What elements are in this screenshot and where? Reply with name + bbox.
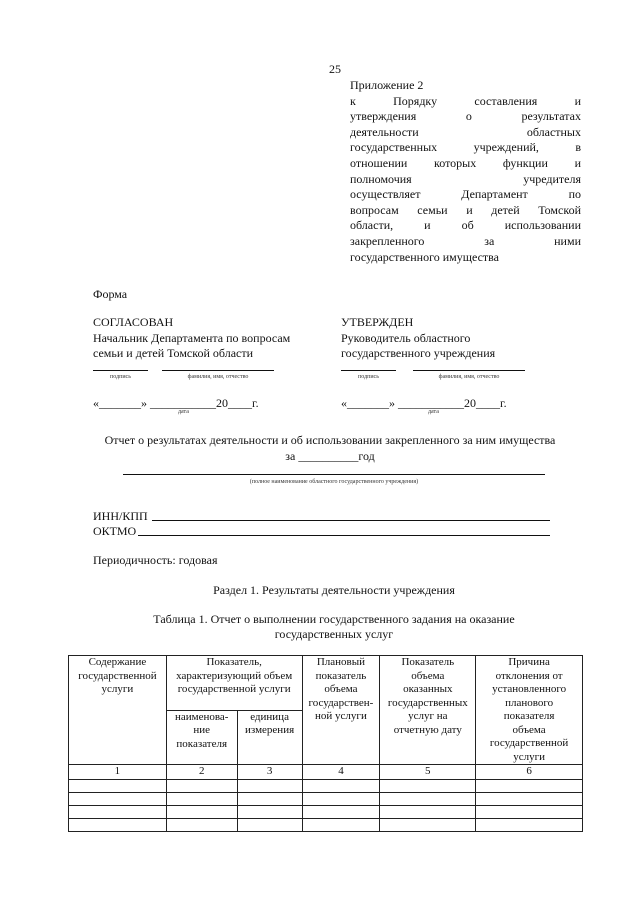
approved-signature-caption: подпись — [358, 374, 379, 380]
header-unit: единица измерения — [237, 710, 302, 765]
header-actual-indicator: Показатель объема оказанных государственных услуг на отчетную дату — [380, 656, 476, 765]
form-label: Форма — [93, 287, 128, 301]
page-number: 25 — [329, 62, 341, 76]
approved-heading: УТВЕРЖДЕН — [341, 315, 414, 329]
table-row — [69, 818, 583, 831]
agreed-date: «_______» ___________20____г. — [93, 396, 259, 410]
appendix-line: полномочия учредителя — [350, 171, 581, 186]
agreed-signature-caption: подпись — [110, 374, 131, 380]
approved-name-caption: фамилия, имя, отчество — [438, 374, 500, 380]
agreed-line2: семьи и детей Томской области — [93, 346, 254, 360]
header-indicator-name: наименова- ние показателя — [166, 710, 237, 765]
approved-line2: государственного учреждения — [341, 346, 496, 360]
appendix-line: области, и об использовании — [350, 218, 581, 233]
column-number: 4 — [302, 765, 380, 780]
column-number-row — [69, 765, 583, 780]
table-row — [69, 779, 583, 792]
approved-block — [341, 315, 495, 362]
agreed-signature-line — [93, 370, 148, 371]
report-title: Отчет о результатах деятельности и об использовании закрепленного за ним имущества — [104, 433, 556, 447]
approved-signature-line — [341, 370, 396, 371]
performance-table — [68, 655, 583, 832]
agreed-name-line — [162, 370, 274, 371]
oktmo-label: ОКТМО — [93, 524, 137, 538]
column-number: 5 — [380, 765, 476, 780]
column-number: 1 — [69, 765, 167, 780]
appendix-line: вопросам семьи и детей Томской — [350, 202, 581, 217]
appendix-title: Приложение 2 — [350, 78, 424, 92]
table-title-line1: Таблица 1. Отчет о выполнении государственного задания на оказание — [153, 612, 515, 626]
oktmo-line — [138, 535, 550, 536]
column-number: 6 — [476, 765, 583, 780]
header-deviation-reason: Причина отклонения от установленного планового показателя объема государственной услуги — [476, 656, 583, 765]
column-number: 3 — [237, 765, 302, 780]
report-period: за __________год — [285, 449, 375, 463]
appendix-line: государственного имущества — [350, 249, 500, 264]
agreed-line1: Начальник Департамента по вопросам — [93, 330, 291, 345]
appendix-line: отношении которых функции и — [350, 155, 581, 170]
appendix-line: к Порядку составления и — [350, 93, 581, 108]
institution-line — [123, 474, 545, 475]
agreed-date-caption: дата — [178, 409, 189, 415]
header-volume-indicator: Показатель, характеризующий объем государственной услуги — [166, 656, 302, 711]
table-title-line2: государственных услуг — [274, 627, 394, 641]
column-number: 2 — [166, 765, 237, 780]
header-service-content: Содержание государственной услуги — [69, 656, 167, 765]
header-planned-indicator: Плановый показатель объема государствен- ной услуги — [302, 656, 380, 765]
approved-date: «_______» ___________20____г. — [341, 396, 507, 410]
section-title: Раздел 1. Результаты деятельности учреждения — [213, 583, 455, 597]
appendix-line: государственных учреждений, в — [350, 140, 581, 155]
inn-line — [152, 520, 550, 521]
appendix-line: осуществляет Департамент по — [350, 187, 581, 202]
table-row — [69, 792, 583, 805]
appendix-line: утверждения о результатах — [350, 109, 581, 124]
agreed-block — [93, 315, 290, 362]
institution-caption: (полное наименование областного государственного учреждения) — [249, 479, 419, 485]
approved-name-line — [413, 370, 525, 371]
appendix-line: деятельности областных — [350, 124, 581, 139]
inn-label: ИНН/КПП — [93, 509, 148, 523]
agreed-heading: СОГЛАСОВАН — [93, 315, 174, 329]
table-row — [69, 805, 583, 818]
periodicity: Периодичность: годовая — [93, 553, 218, 567]
appendix-line: закрепленного за ними — [350, 233, 581, 248]
approved-line1: Руководитель областного — [341, 330, 471, 345]
appendix-block — [350, 78, 581, 265]
approved-date-caption: дата — [428, 409, 439, 415]
agreed-name-caption: фамилия, имя, отчество — [187, 374, 249, 380]
